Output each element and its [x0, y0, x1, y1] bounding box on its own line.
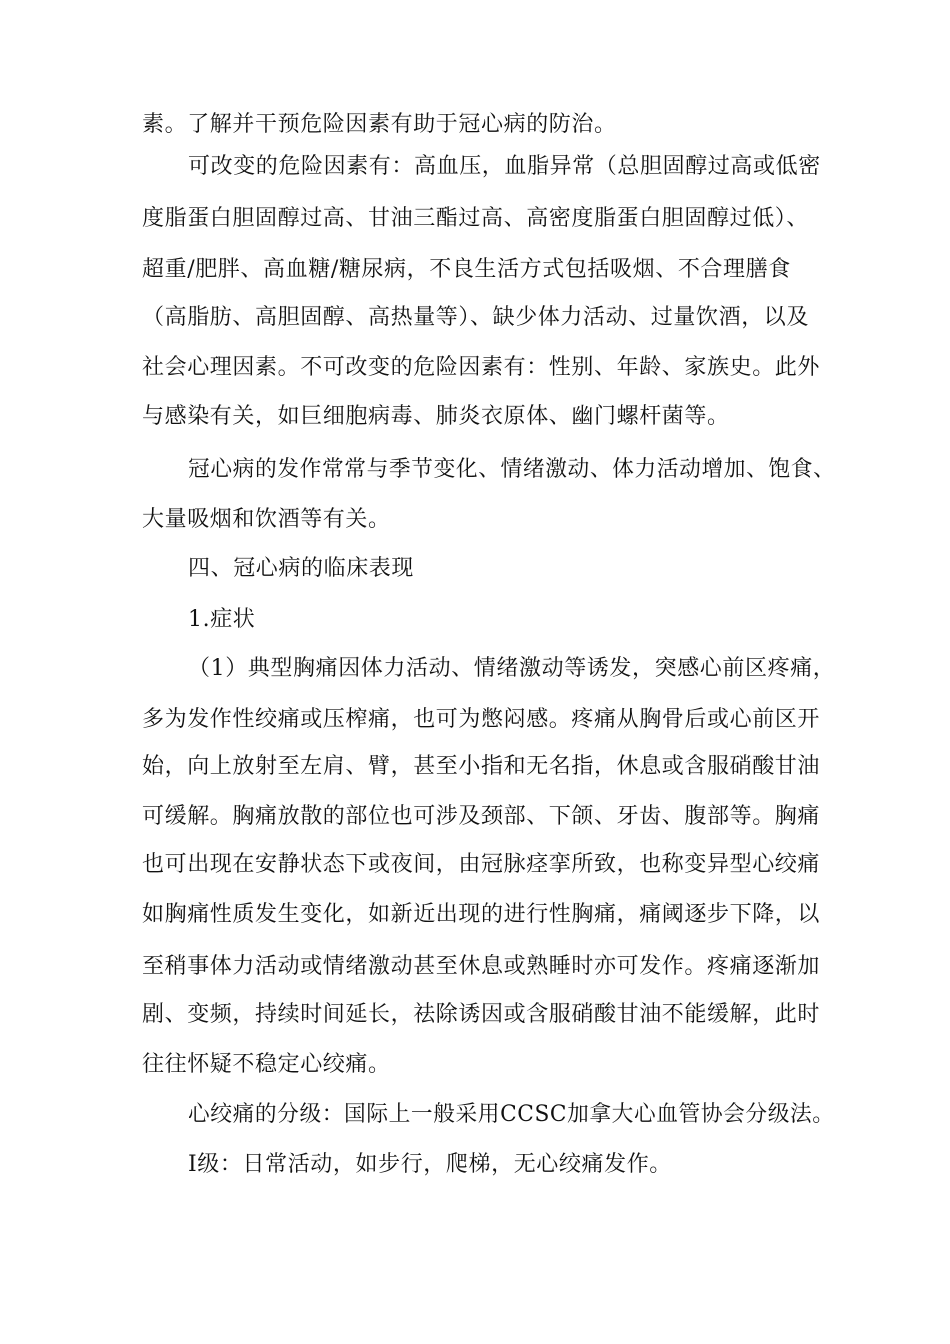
paragraph-risk-factors: 可改变的危险因素有：高血压，血脂异常（总胆固醇过高或低密	[188, 154, 821, 179]
text-line: 社会心理因素。不可改变的危险因素有：性别、年龄、家族史。此外	[142, 355, 821, 380]
text-line: （高脂肪、高胆固醇、高热量等）、缺少体力活动、过量饮酒，以及	[142, 305, 810, 330]
text-line: 多为发作性绞痛或压榨痛，也可为憋闷感。疼痛从胸骨后或心前区开	[142, 707, 821, 732]
grade-i-line: Ⅰ级：日常活动，如步行，爬梯，无心绞痛发作。	[188, 1152, 672, 1177]
paragraph-grading: 心绞痛的分级：国际上一般采用CCSC加拿大心血管协会分级法。	[188, 1102, 835, 1127]
text-line: 与感染有关，如巨细胞病毒、肺炎衣原体、幽门螺杆菌等。	[142, 404, 730, 429]
text-line: 如胸痛性质发生变化，如新近出现的进行性胸痛，痛阈逐步下降，以	[142, 902, 821, 927]
text-line: 大量吸烟和饮酒等有关。	[142, 507, 391, 532]
text-line: 度脂蛋白胆固醇过高、甘油三酯过高、高密度脂蛋白胆固醇过低）、	[142, 206, 810, 231]
subsection-heading: 1.症状	[188, 607, 256, 632]
text-line: 也可出现在安静状态下或夜间，由冠脉痉挛所致，也称变异型心绞痛	[142, 852, 821, 877]
text-line: 素。了解并干预危险因素有助于冠心病的防治。	[142, 112, 617, 137]
text-line: 始，向上放射至左肩、臂，甚至小指和无名指，休息或含服硝酸甘油	[142, 754, 821, 779]
text-line: 往往怀疑不稳定心绞痛。	[142, 1052, 391, 1077]
text-line: 至稍事体力活动或情绪激动甚至休息或熟睡时亦可发作。疼痛逐渐加	[142, 954, 821, 979]
paragraph-triggers: 冠心病的发作常常与季节变化、情绪激动、体力活动增加、饱食、	[188, 457, 836, 482]
text-line: 可缓解。胸痛放散的部位也可涉及颈部、下颌、牙齿、腹部等。胸痛	[142, 804, 821, 829]
section-heading: 四、冠心病的临床表现	[188, 556, 415, 581]
text-line: 剧、变频，持续时间延长，祛除诱因或含服硝酸甘油不能缓解，此时	[142, 1002, 821, 1027]
paragraph-chest-pain: （1）典型胸痛因体力活动、情绪激动等诱发，突感心前区疼痛，	[188, 656, 836, 681]
text-line: 超重/肥胖、高血糖/糖尿病，不良生活方式包括吸烟、不合理膳食	[142, 257, 791, 282]
